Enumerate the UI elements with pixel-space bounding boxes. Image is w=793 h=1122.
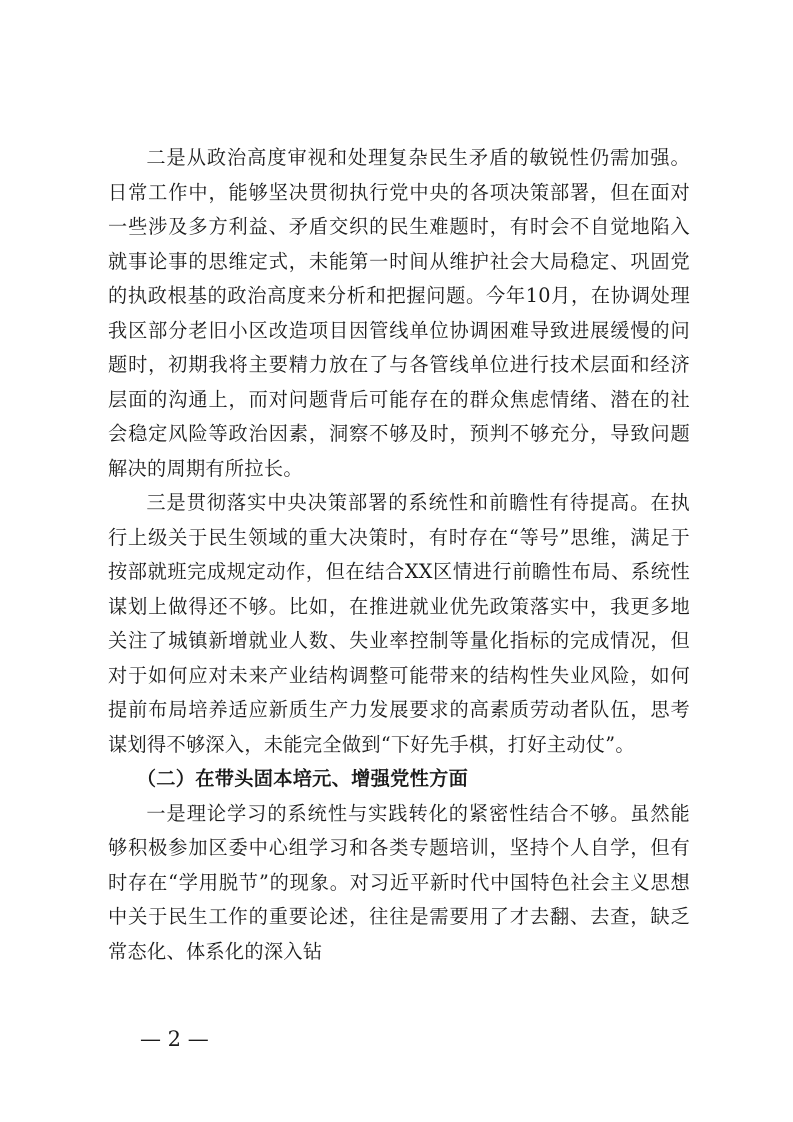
document-body bbox=[108, 141, 690, 969]
section-heading: （二）在带头固本培元、增强党性方面 bbox=[136, 767, 469, 790]
page-number: — 2 — bbox=[140, 1027, 209, 1051]
paragraph-theory-study: 一是理论学习的系统性与实践转化的紧密性结合不够。虽然能够积极参加区委中心组学习和各类专题培训，坚持个人自学，但有时存在“学用脱节”的现象。对习近平新时代中国特色社会主义思想中关于民生工作的重要论述，往往是需要用了才去翻、去查，缺乏常态化、体系化的深入钻 bbox=[108, 801, 690, 963]
paragraph-political-sensitivity: 二是从政治高度审视和处理复杂民生矛盾的敏锐性仍需加强。日常工作中，能够坚决贯彻执行党中央的各项决策部署，但在面对一些涉及多方利益、矛盾交织的民生难题时，有时会不自觉地陷入就事论事的思维定式，未能第一时间从维护社会大局稳定、巩固党的执政根基的政治高度来分析和把握问题。今年10月，在协调处理我区部分老旧小区改造项目因管线单位协调困难导致进展缓慢的问题时，初期我将主要精力放在了与各管线单位进行技术层面和经济层面的沟通上，而对问题背后可能存在的群众焦虑情绪、潜在的社会稳定风险等政治因素，洞察不够及时，预判不够充分，导致问题解决的周期有所拉长。 bbox=[108, 146, 690, 480]
paragraph-systematic-implementation: 三是贯彻落实中央决策部署的系统性和前瞻性有待提高。在执行上级关于民生领域的重大决策时，有时存在“等号”思维，满足于按部就班完成规定动作，但在结合XX区情进行前瞻性布局、系统性谋划上做得还不够。比如，在推进就业优先政策落实中，我更多地关注了城镇新增就业人数、失业率控制等量化指标的完成情况，但对于如何应对未来产业结构调整可能带来的结构性失业风险，如何提前布局培养适应新质生产力发展要求的高素质劳动者队伍，思考谋划得不够深入，未能完全做到“下好先手棋，打好主动仗”。 bbox=[108, 491, 690, 756]
